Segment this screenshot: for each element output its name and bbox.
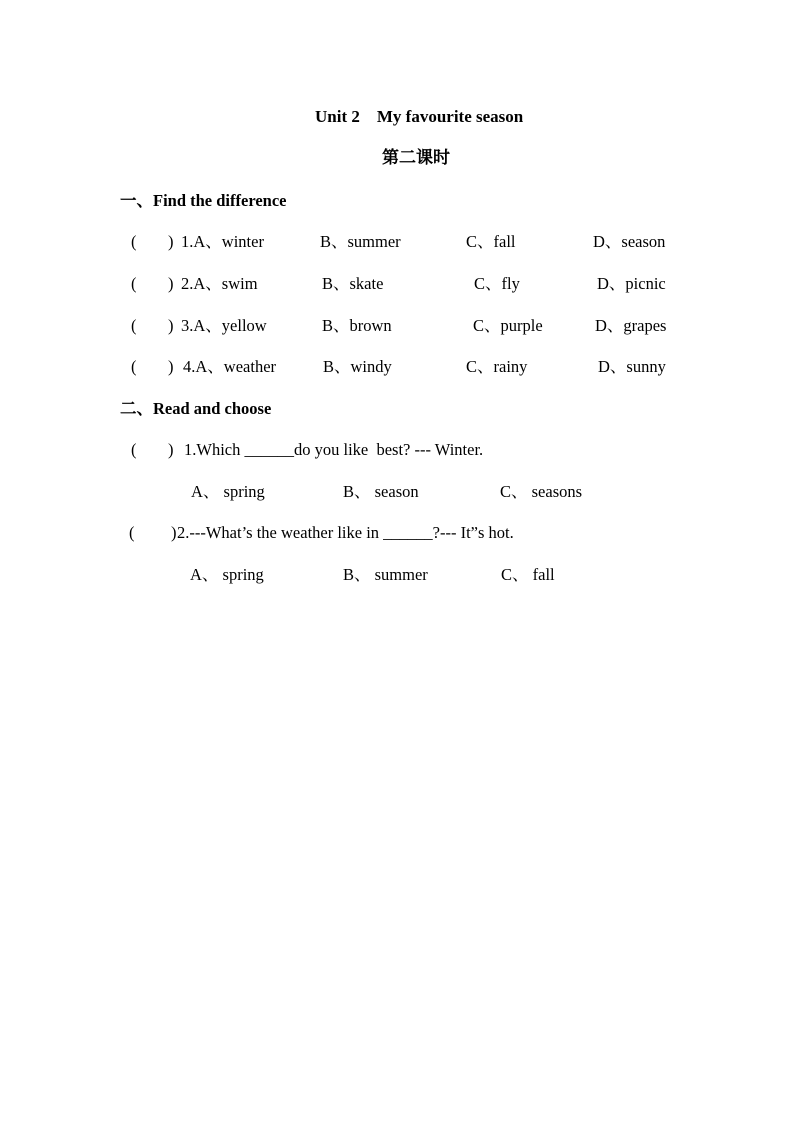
question-text: 1.Which ______do you like best? --- Winter. xyxy=(184,440,484,459)
option-b: B、skate xyxy=(322,274,384,293)
option-d: D、picnic xyxy=(597,274,666,293)
option-c: C、rainy xyxy=(466,357,528,376)
answer-paren-close: ) xyxy=(168,232,174,251)
option-d: D、grapes xyxy=(595,316,667,335)
choice-b: B、 season xyxy=(343,482,419,501)
choice-b: B、 summer xyxy=(343,565,428,584)
option-a: 2.A、swim xyxy=(181,274,258,293)
choice-a: A、 spring xyxy=(191,482,265,501)
answer-paren-close: ) xyxy=(168,357,174,376)
option-c: C、fall xyxy=(466,232,516,251)
answer-paren-open: ( xyxy=(131,357,137,376)
answer-paren-close: ) xyxy=(168,316,174,335)
section1-heading: 一、Find the difference xyxy=(120,191,287,210)
answer-paren-open: ( xyxy=(131,274,137,293)
option-d: D、season xyxy=(593,232,666,251)
option-b: B、windy xyxy=(323,357,392,376)
section2-heading: 二、Read and choose xyxy=(120,399,272,418)
option-b: B、summer xyxy=(320,232,401,251)
page-title: Unit 2 My favourite season xyxy=(315,107,524,126)
page-subtitle: 第二课时 xyxy=(382,148,450,167)
choice-a: A、 spring xyxy=(190,565,264,584)
answer-paren-open: ( xyxy=(129,523,135,542)
answer-paren-close: ) xyxy=(168,440,174,459)
answer-paren-open: ( xyxy=(131,316,137,335)
choice-c: C、 fall xyxy=(501,565,555,584)
option-a: 3.A、yellow xyxy=(181,316,267,335)
answer-paren-close: ) xyxy=(171,523,177,542)
answer-paren-close: ) xyxy=(168,274,174,293)
question-text: 2.---What’s the weather like in ______?--- It”s hot. xyxy=(177,523,514,542)
choice-c: C、 seasons xyxy=(500,482,583,501)
option-a: 4.A、weather xyxy=(183,357,277,376)
answer-paren-open: ( xyxy=(131,232,137,251)
option-b: B、brown xyxy=(322,316,392,335)
option-c: C、fly xyxy=(474,274,520,293)
option-c: C、purple xyxy=(473,316,543,335)
answer-paren-open: ( xyxy=(131,440,137,459)
option-d: D、sunny xyxy=(598,357,666,376)
option-a: 1.A、winter xyxy=(181,232,264,251)
